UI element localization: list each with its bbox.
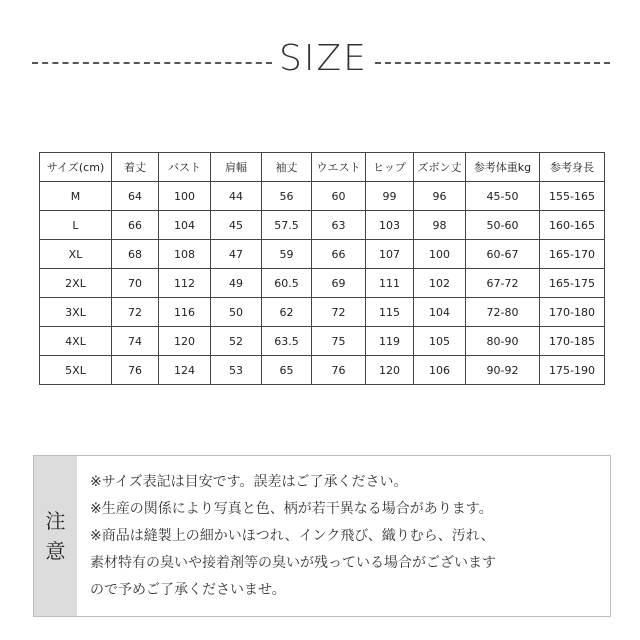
table-cell: 72: [312, 298, 366, 327]
table-cell: 165-175: [540, 269, 605, 298]
table-cell: 45-50: [466, 182, 540, 211]
table-header-row: [40, 153, 605, 182]
title-dashed-line-left: [32, 62, 272, 64]
table-cell: 100: [159, 182, 211, 211]
table-cell: 96: [414, 182, 466, 211]
table-cell: 155-165: [540, 182, 605, 211]
table-cell: 68: [112, 240, 159, 269]
size-table: [39, 152, 605, 385]
table-cell: 64: [112, 182, 159, 211]
table-cell: 49: [211, 269, 262, 298]
size-label-cell: L: [40, 211, 112, 240]
table-row: [40, 211, 605, 240]
table-cell: 65: [262, 356, 312, 385]
table-row: [40, 182, 605, 211]
table-row: [40, 269, 605, 298]
table-cell: 52: [211, 327, 262, 356]
table-cell: 47: [211, 240, 262, 269]
note-line: ※生産の関係により写真と色、柄が若干異なる場合があります。: [90, 501, 493, 517]
table-cell: 45: [211, 211, 262, 240]
table-cell: 66: [112, 211, 159, 240]
table-cell: 60.5: [262, 269, 312, 298]
table-cell: 69: [312, 269, 366, 298]
table-cell: 44: [211, 182, 262, 211]
table-cell: 66: [312, 240, 366, 269]
table-cell: 76: [112, 356, 159, 385]
header-cell: 参考身長: [540, 153, 605, 182]
table-cell: 160-165: [540, 211, 605, 240]
table-cell: 102: [414, 269, 466, 298]
table-cell: 63: [312, 211, 366, 240]
table-cell: 98: [414, 211, 466, 240]
table-cell: 170-180: [540, 298, 605, 327]
table-cell: 112: [159, 269, 211, 298]
note-line: 素材特有の臭いや接着剤等の臭いが残っている場合がございます: [90, 555, 496, 571]
table-cell: 60-67: [466, 240, 540, 269]
table-cell: 60: [312, 182, 366, 211]
notes-label-char-2: 意: [45, 539, 66, 563]
title-row: [0, 36, 640, 88]
table-cell: 116: [159, 298, 211, 327]
notes-body: [90, 469, 602, 604]
table-cell: 103: [366, 211, 414, 240]
table-cell: 120: [366, 356, 414, 385]
table-cell: 90-92: [466, 356, 540, 385]
notes-box: [33, 455, 611, 617]
header-cell: 着丈: [112, 153, 159, 182]
table-cell: 105: [414, 327, 466, 356]
table-cell: 80-90: [466, 327, 540, 356]
table-cell: 119: [366, 327, 414, 356]
header-cell: 袖丈: [262, 153, 312, 182]
page-title: SIZE: [279, 38, 368, 79]
title-dashed-line-right: [375, 62, 610, 64]
table-cell: 56: [262, 182, 312, 211]
note-line: ので予めご了承くださいませ。: [90, 582, 286, 598]
table-row: [40, 327, 605, 356]
table-cell: 62: [262, 298, 312, 327]
table-cell: 99: [366, 182, 414, 211]
table-cell: 72-80: [466, 298, 540, 327]
table-cell: 108: [159, 240, 211, 269]
header-cell: バスト: [159, 153, 211, 182]
table-cell: 76: [312, 356, 366, 385]
table-cell: 104: [414, 298, 466, 327]
table-cell: 53: [211, 356, 262, 385]
size-table-body: [40, 153, 605, 385]
table-cell: 75: [312, 327, 366, 356]
header-cell: 肩幅: [211, 153, 262, 182]
table-cell: 67-72: [466, 269, 540, 298]
table-cell: 59: [262, 240, 312, 269]
table-cell: 120: [159, 327, 211, 356]
table-cell: 70: [112, 269, 159, 298]
header-cell: ウエスト: [312, 153, 366, 182]
table-cell: 74: [112, 327, 159, 356]
table-row: [40, 356, 605, 385]
size-label-cell: XL: [40, 240, 112, 269]
table-cell: 100: [414, 240, 466, 269]
table-cell: 72: [112, 298, 159, 327]
header-cell: ヒップ: [366, 153, 414, 182]
size-label-cell: 4XL: [40, 327, 112, 356]
table-cell: 111: [366, 269, 414, 298]
table-cell: 104: [159, 211, 211, 240]
table-cell: 50-60: [466, 211, 540, 240]
table-cell: 175-190: [540, 356, 605, 385]
table-cell: 165-170: [540, 240, 605, 269]
table-row: [40, 298, 605, 327]
table-cell: 106: [414, 356, 466, 385]
table-cell: 57.5: [262, 211, 312, 240]
table-cell: 63.5: [262, 327, 312, 356]
table-cell: 115: [366, 298, 414, 327]
size-label-cell: 5XL: [40, 356, 112, 385]
size-label-cell: M: [40, 182, 112, 211]
note-line: ※商品は縫製上の細かいほつれ、インク飛び、織りむら、汚れ、: [90, 528, 495, 544]
size-label-cell: 3XL: [40, 298, 112, 327]
table-cell: 107: [366, 240, 414, 269]
table-cell: 170-185: [540, 327, 605, 356]
note-line: ※サイズ表記は目安です。誤差はご了承ください。: [90, 474, 408, 490]
size-label-cell: 2XL: [40, 269, 112, 298]
notes-label: [34, 456, 77, 616]
table-row: [40, 240, 605, 269]
header-cell: ズボン丈: [414, 153, 466, 182]
header-cell: サイズ(cm): [40, 153, 112, 182]
table-cell: 124: [159, 356, 211, 385]
table-cell: 50: [211, 298, 262, 327]
header-cell: 参考体重kg: [466, 153, 540, 182]
notes-label-char-1: 注: [45, 509, 66, 533]
